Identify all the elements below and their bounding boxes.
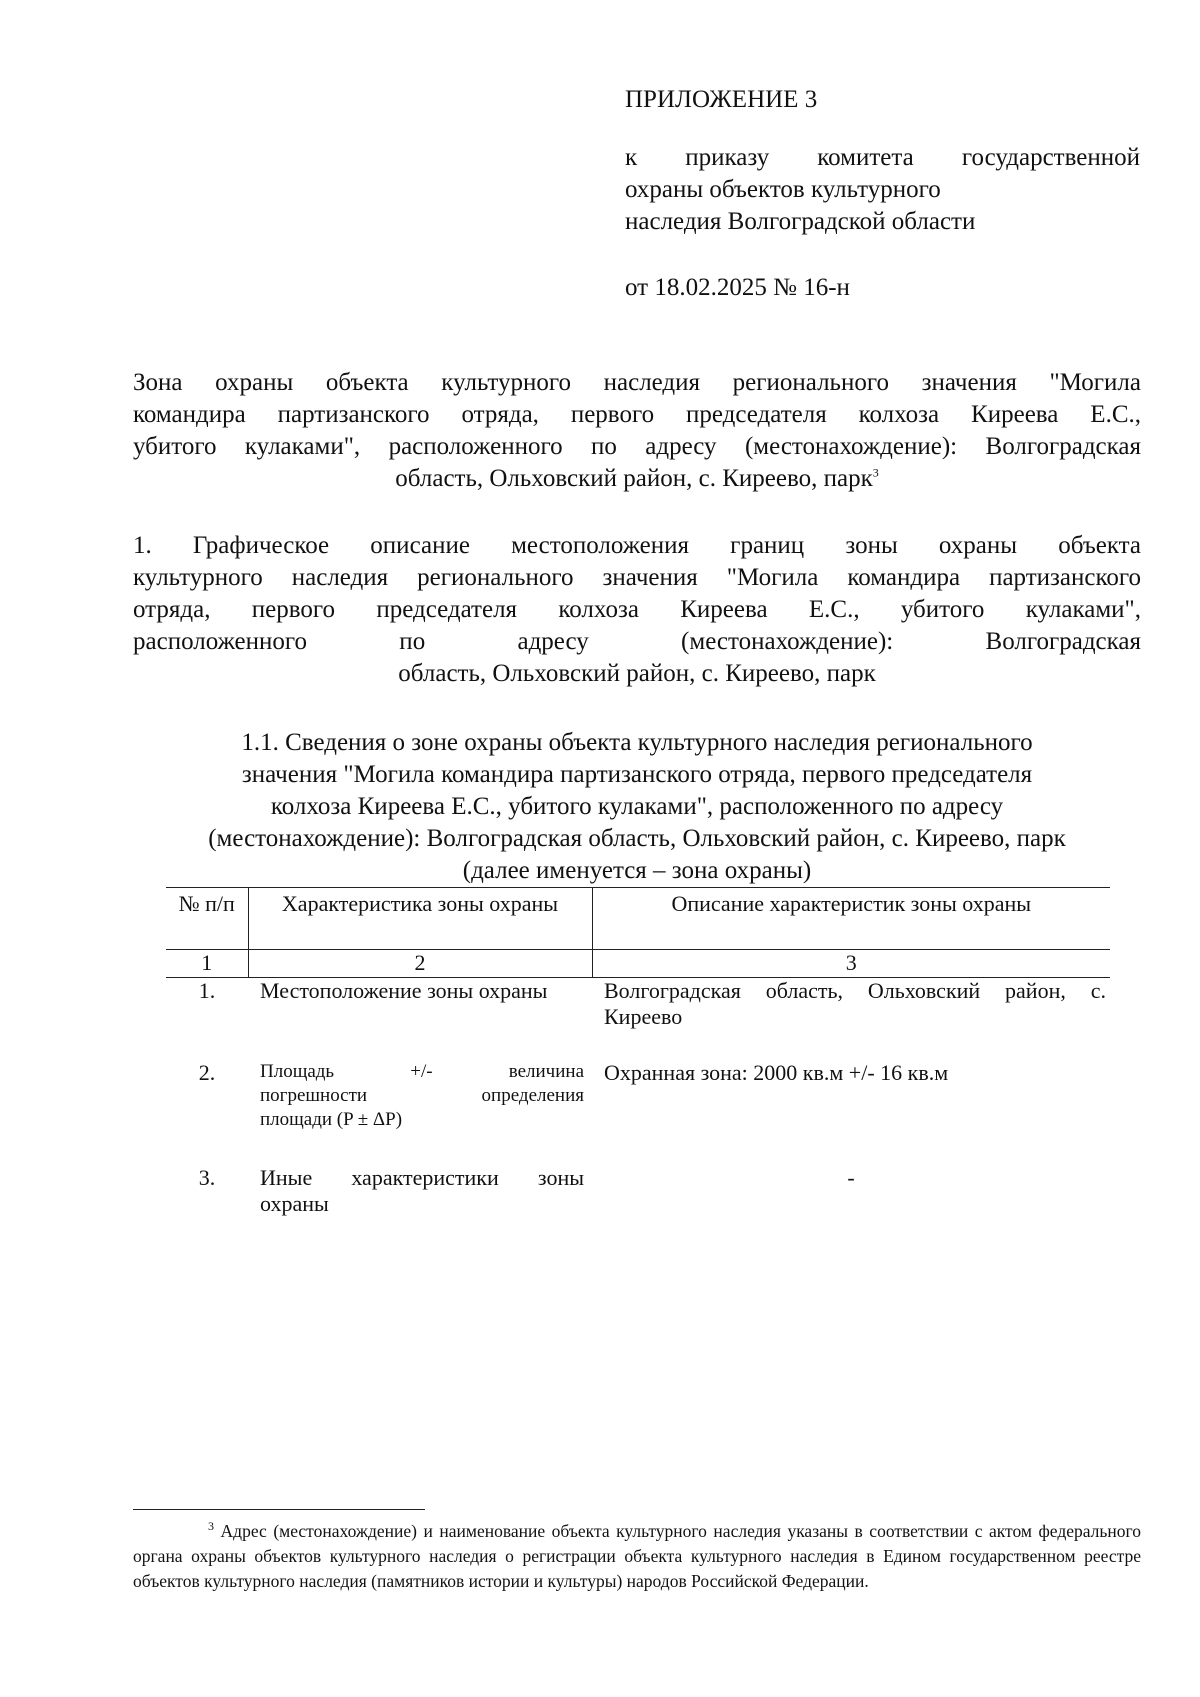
row-2-char-line-2: погрешности определения (260, 1085, 584, 1106)
footnote (133, 1519, 1141, 1594)
col-number-3: 3 (592, 950, 1110, 978)
title-line-1: Зона охраны объекта культурного наследия регионального значения "Могила (133, 369, 1141, 396)
title-line-3: убитого кулаками", расположенного по адресу (местонахождение): Волгоградская (133, 433, 1141, 460)
section-1-line-5: область, Ольховский район, с. Киреево, парк (398, 660, 876, 687)
row-3-number: 3. (198, 1165, 216, 1190)
footnote-body (133, 1519, 1141, 1594)
row-1-description: Волгоградская область, Ольховский район, с. Киреево (604, 978, 1106, 1029)
section-1 (133, 530, 1141, 690)
row-3-char-line-1: Иные характеристики зоны (260, 1165, 584, 1190)
col-number-2: 2 (248, 950, 592, 978)
row-2-description: Охранная зона: 2000 кв.м +/- 16 кв.м (604, 1060, 949, 1085)
table-row (166, 978, 1110, 1061)
order-line-1: к приказу комитета государственной (625, 144, 1140, 171)
row-2-char-line-3: площади (P ± ΔP) (260, 1109, 403, 1130)
row-2-characteristic (248, 1060, 592, 1165)
footnote-reference: 3 (872, 465, 879, 480)
order-line-2: охраны объектов культурного (625, 176, 941, 203)
table-row (166, 1165, 1110, 1225)
section-1-1-line-2: значения "Могила командира партизанского отряда, первого председателя (241, 761, 1033, 788)
table-header-row (166, 888, 1110, 950)
section-1-1-line-1: 1.1. Сведения о зоне охраны объекта культурного наследия регионального (241, 729, 1033, 756)
section-1-line-4: расположенного по адресу (местонахождение): Волгоградская (133, 628, 1141, 655)
row-2-char-line-1: Площадь +/- величина (260, 1061, 584, 1082)
section-1-line-2: культурного наследия регионального значения "Могила командира партизанского (133, 564, 1141, 591)
document-title (133, 367, 1141, 495)
appendix-title: ПРИЛОЖЕНИЕ 3 (625, 86, 818, 113)
row-3-description: - (847, 1165, 855, 1190)
footnote-text: Адрес (местонахождение) и наименование объекта культурного наследия указаны в соответствии с актом федерального органа охраны объектов культурного наследия о регистрации объекта культурного наследия в Едином государственном реестре объектов культурного наследия (памятников истории и культуры) народов Российской Федерации. (133, 1521, 1141, 1591)
row-3-char-line-2: охраны (260, 1191, 329, 1216)
table-number-row (166, 950, 1110, 978)
row-1-characteristic: Местоположение зоны охраны (260, 978, 548, 1003)
section-1-1-line-5: (далее именуется – зона охраны) (462, 857, 812, 884)
zone-table (166, 887, 1110, 1225)
footnote-mark: 3 (208, 1519, 214, 1534)
section-1-1 (133, 727, 1141, 887)
title-line-4-text: область, Ольховский район, с. Киреево, парк (395, 465, 873, 492)
footnote-separator (133, 1509, 425, 1510)
section-1-1-line-4: (местонахождение): Волгоградская область, Ольховский район, с. Киреево, парк (208, 825, 1066, 852)
col-number-1: 1 (166, 950, 248, 978)
title-line-2: командира партизанского отряда, первого председателя колхоза Киреева Е.С., (133, 401, 1141, 428)
row-1-number: 1. (198, 978, 216, 1003)
order-date: от 18.02.2025 № 16-н (625, 274, 850, 301)
section-1-1-line-3: колхоза Киреева Е.С., убитого кулаками", расположенного по адресу (270, 793, 1004, 820)
row-2-number: 2. (198, 1060, 216, 1085)
header-number: № п/п (166, 888, 248, 950)
section-1-line-1: 1. Графическое описание местоположения границ зоны охраны объекта (133, 532, 1141, 559)
header-description: Описание характеристик зоны охраны (592, 888, 1110, 950)
order-reference (625, 142, 1140, 238)
section-1-line-3: отряда, первого председателя колхоза Киреева Е.С., убитого кулаками", (133, 596, 1141, 623)
header-characteristic: Характеристика зоны охраны (248, 888, 592, 950)
table-row (166, 1060, 1110, 1165)
title-line-4 (133, 463, 1141, 495)
row-3-characteristic (248, 1165, 592, 1225)
order-line-3: наследия Волгоградской области (625, 208, 976, 235)
